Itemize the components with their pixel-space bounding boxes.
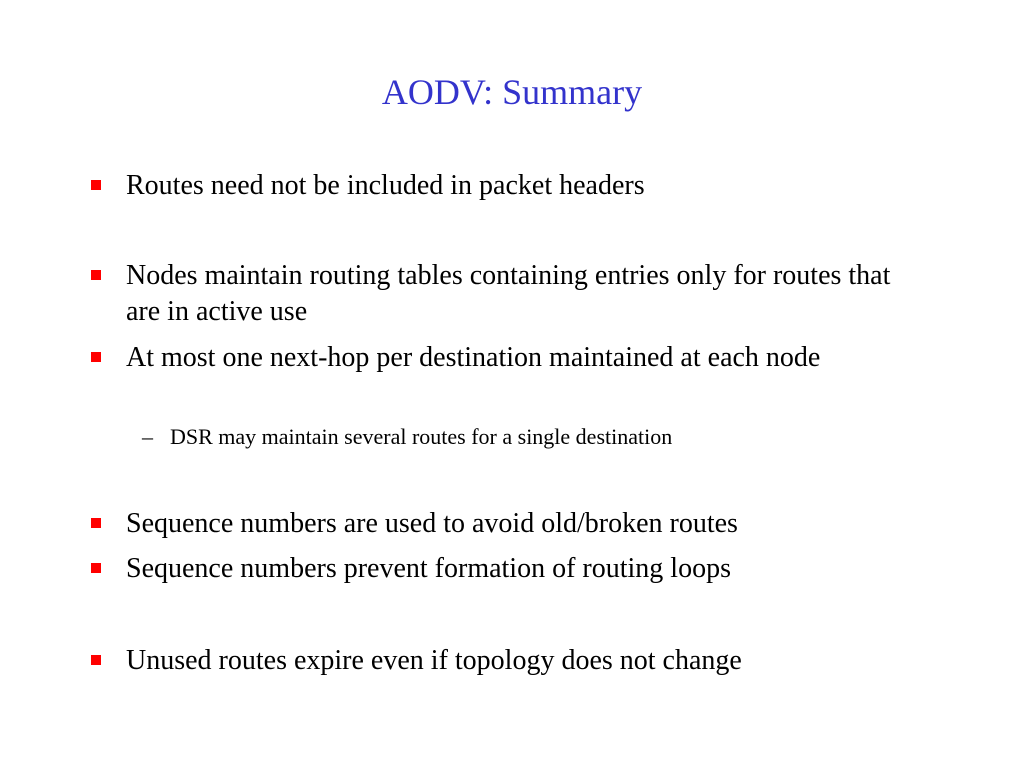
bullet-text-4: Sequence numbers are used to avoid old/broken routes xyxy=(126,508,738,539)
bullet-text-6: Unused routes expire even if topology does not change xyxy=(126,645,742,676)
bullet-text-1: Routes need not be included in packet headers xyxy=(126,170,645,201)
bullet-text-5: Sequence numbers prevent formation of routing loops xyxy=(126,553,731,584)
slide-title: AODV: Summary xyxy=(381,72,643,112)
bullet-marker-2 xyxy=(91,270,101,280)
bullet-text-2: Nodes maintain routing tables containing entries only for routes that are in active use xyxy=(126,260,891,327)
sub-bullet-marker-1: – xyxy=(142,424,153,449)
bullet-marker-6 xyxy=(91,655,101,665)
bullet-text-3: At most one next-hop per destination maintained at each node xyxy=(126,342,821,373)
sub-bullet-text-1: DSR may maintain several routes for a single destination xyxy=(170,424,673,449)
bullet-marker-3 xyxy=(91,352,101,362)
bullet-marker-1 xyxy=(91,180,101,190)
bullet-marker-4 xyxy=(91,518,101,528)
bullet-marker-5 xyxy=(91,563,101,573)
